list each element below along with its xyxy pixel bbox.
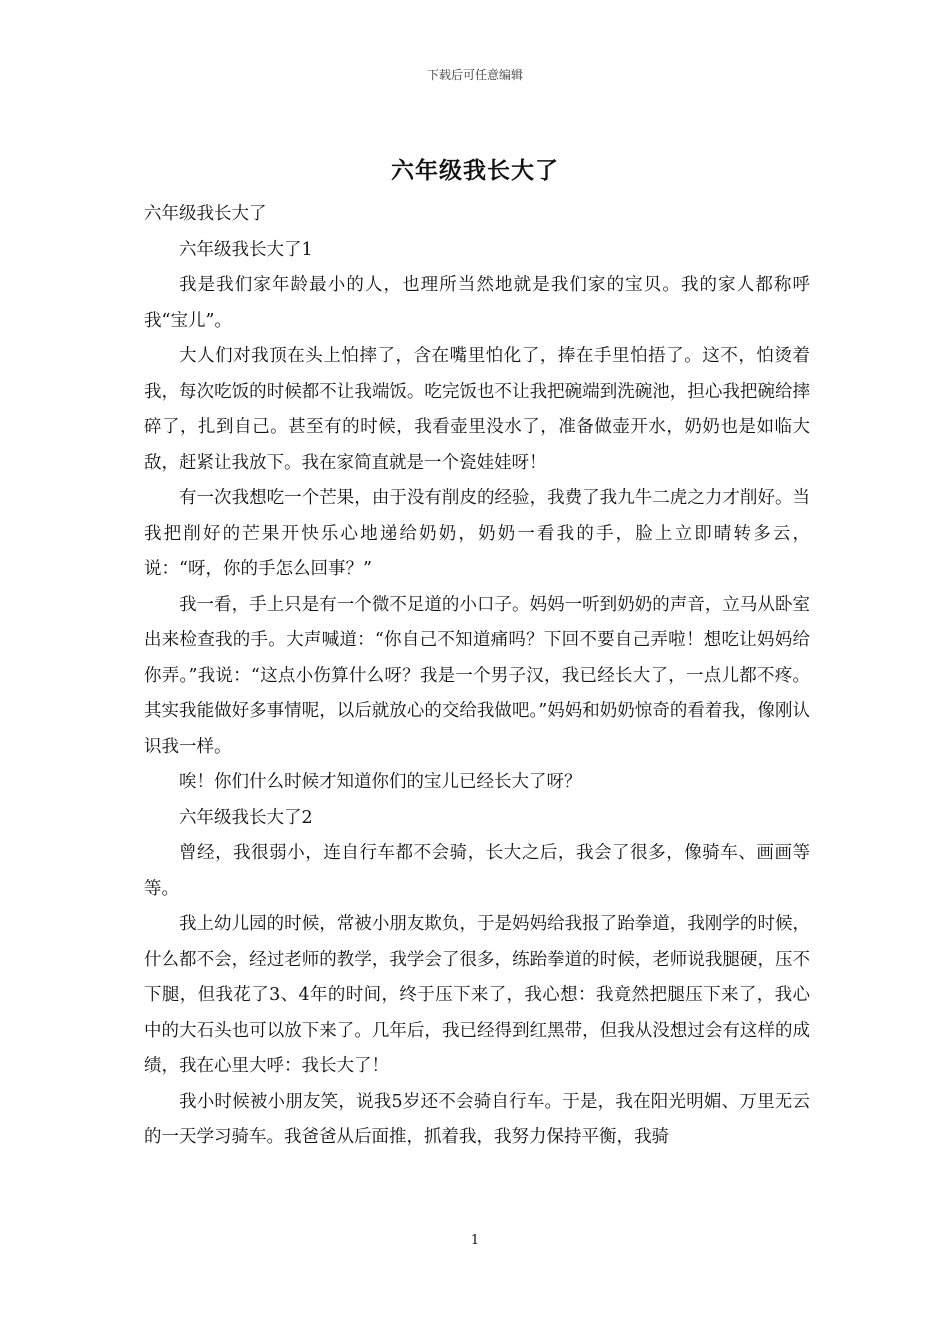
paragraph: 我一看，手上只是有一个微不足道的小口子。妈妈一听到奶奶的声音，立马从卧室出来检查我的手。大声喊道：“你自己不知道痛吗？下回不要自己弄啦！想吃让妈妈给你弄。”我说：“这点小伤算什么呀？我是一个男子汉，我已经长大了，一点儿都不疼。其实我能做好多事情呢，以后就放心的交给我做吧。”妈妈和奶奶惊奇的看着我，像刚认识我一样。: [144, 594, 810, 757]
paragraph: 大人们对我顶在头上怕摔了，含在嘴里怕化了，捧在手里怕捂了。这不，怕烫着我，每次吃饭的时候都不让我端饭。吃完饭也不让我把碗端到洗碗池，担心我把碗给摔碎了，扎到自己。甚至有的时候，我看壶里没水了，准备做壶开水，奶奶也是如临大敌，赶紧让我放下。我在家简直就是一个瓷娃娃呀！: [144, 346, 810, 473]
page-number: 1: [470, 1233, 480, 1248]
header-note: 下载后可任意编辑: [426, 68, 523, 82]
paragraph: 唉！你们什么时候才知道你们的宝儿已经长大了呀？: [179, 772, 582, 792]
paragraph: 我上幼儿园的时候，常被小朋友欺负，于是妈妈给我报了跆拳道，我刚学的时候，什么都不会，经过老师的教学，我学会了很多，练跆拳道的时候，老师说我腿硬，压不下腿，但我花了3、4年的时间，终于压下来了，我心想：我竟然把腿压下来了，我心中的大石头也可以放下来了。几年后，我已经得到红黑带，但我从没想过会有这样的成绩，我在心里大呼：我长大了！: [144, 914, 810, 1076]
paragraph: 曾经，我很弱小，连自行车都不会骑，长大之后，我会了很多，像骑车、画画等等。: [144, 843, 810, 899]
paragraph: 有一次我想吃一个芒果，由于没有削皮的经验，我费了我九牛二虎之力才削好。当我把削好的芒果开快乐心地递给奶奶，奶奶一看我的手，脸上立即晴转多云，说：“呀，你的手怎么回事？”: [144, 488, 810, 579]
section-heading-2: 六年级我长大了2: [179, 807, 313, 828]
document-subtitle: 六年级我长大了: [144, 204, 267, 224]
document-title: 六年级我长大了: [391, 157, 559, 184]
paragraph: 我是我们家年龄最小的人，也理所当然地就是我们家的宝贝。我的家人都称呼我“宝儿”。: [144, 275, 810, 331]
section-heading-1: 六年级我长大了1: [179, 239, 313, 260]
paragraph: 我小时候被小朋友笑，说我5岁还不会骑自行车。于是，我在阳光明媚、万里无云的一天学习骑车。我爸爸从后面推，抓着我，我努力保持平衡，我骑: [144, 1091, 810, 1147]
document-body: [144, 197, 810, 1156]
